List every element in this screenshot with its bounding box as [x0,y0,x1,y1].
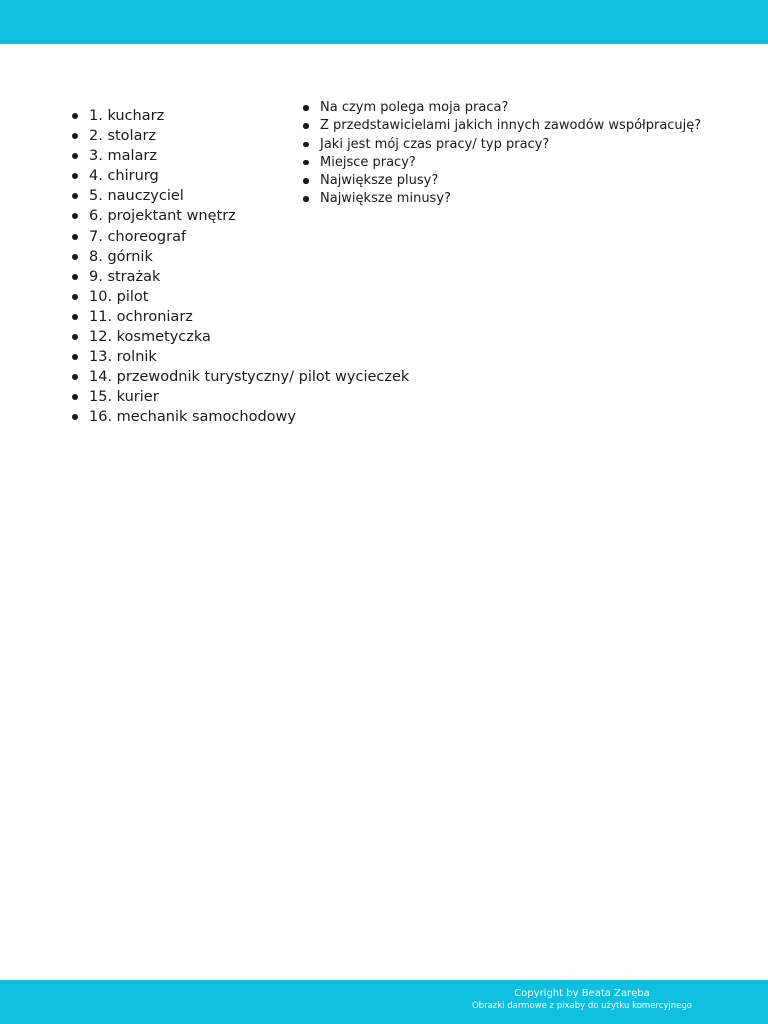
profession-item [72,327,409,347]
profession-text: 11. ochroniarz [89,308,193,325]
profession-text: 9. strażak [89,268,161,285]
question-text: Miejsce pracy? [320,154,416,170]
question-text: Największe plusy? [320,173,439,189]
profession-item [72,347,409,367]
profession-text: 7. choreograf [89,228,187,245]
question-text: Największe minusy? [320,191,451,207]
bullet-icon [72,153,78,159]
copyright-text: Copyright by Beata Zaręba [514,988,650,999]
profession-text: 15. kurier [89,389,159,406]
question-text: Na czym polega moja praca? [320,100,509,115]
bullet-icon [72,414,78,420]
bullet-icon [72,213,78,219]
top-header-bar [0,0,768,44]
profession-text: 1. kucharz [89,108,165,124]
profession-item [72,307,409,327]
bullet-icon [72,113,78,119]
bullet-icon [72,394,78,400]
profession-item [72,407,409,427]
profession-item [72,367,409,387]
bullet-icon [72,354,78,360]
profession-text: 2. stolarz [89,128,157,145]
bullet-icon [72,254,78,260]
profession-text: 14. przewodnik turystyczny/ pilot wycieczek [89,369,410,386]
profession-item [72,186,409,206]
profession-item [72,106,409,126]
bullet-icon [72,274,78,280]
profession-item [72,267,409,287]
profession-item [72,146,409,166]
professions-list [72,106,409,428]
bullet-icon [72,334,78,340]
profession-item [72,247,409,267]
image-credit-text: Obrazki darmowe z pixaby do użytku komercyjnego [471,1001,692,1011]
profession-text: 5. nauczyciel [89,188,184,205]
bullet-icon [72,133,78,139]
question-text: Jaki jest mój czas pracy/ typ pracy? [320,136,550,152]
profession-item [72,227,409,247]
profession-text: 6. projektant wnętrz [89,208,236,225]
profession-item [72,206,409,226]
bullet-icon [72,173,78,179]
profession-item [72,287,409,307]
bullet-icon [72,374,78,380]
profession-text: 4. chirurg [89,168,159,185]
question-text: Z przedstawicielami jakich innych zawodów współpracuję? [320,118,702,134]
bullet-icon [72,294,78,300]
footer-credits [432,988,732,1012]
profession-text: 12. kosmetyczka [89,329,211,346]
profession-text: 3. malarz [89,148,157,165]
profession-text: 10. pilot [89,288,149,305]
profession-item [72,387,409,407]
bullet-icon [72,314,78,320]
profession-text: 8. górnik [89,248,153,265]
profession-text: 16. mechanik samochodowy [89,409,296,426]
bullet-icon [72,234,78,240]
bottom-footer-bar [0,980,768,1024]
profession-item [72,166,409,186]
bullet-icon [72,193,78,199]
profession-item [72,126,409,146]
profession-text: 13. rolnik [89,349,157,366]
